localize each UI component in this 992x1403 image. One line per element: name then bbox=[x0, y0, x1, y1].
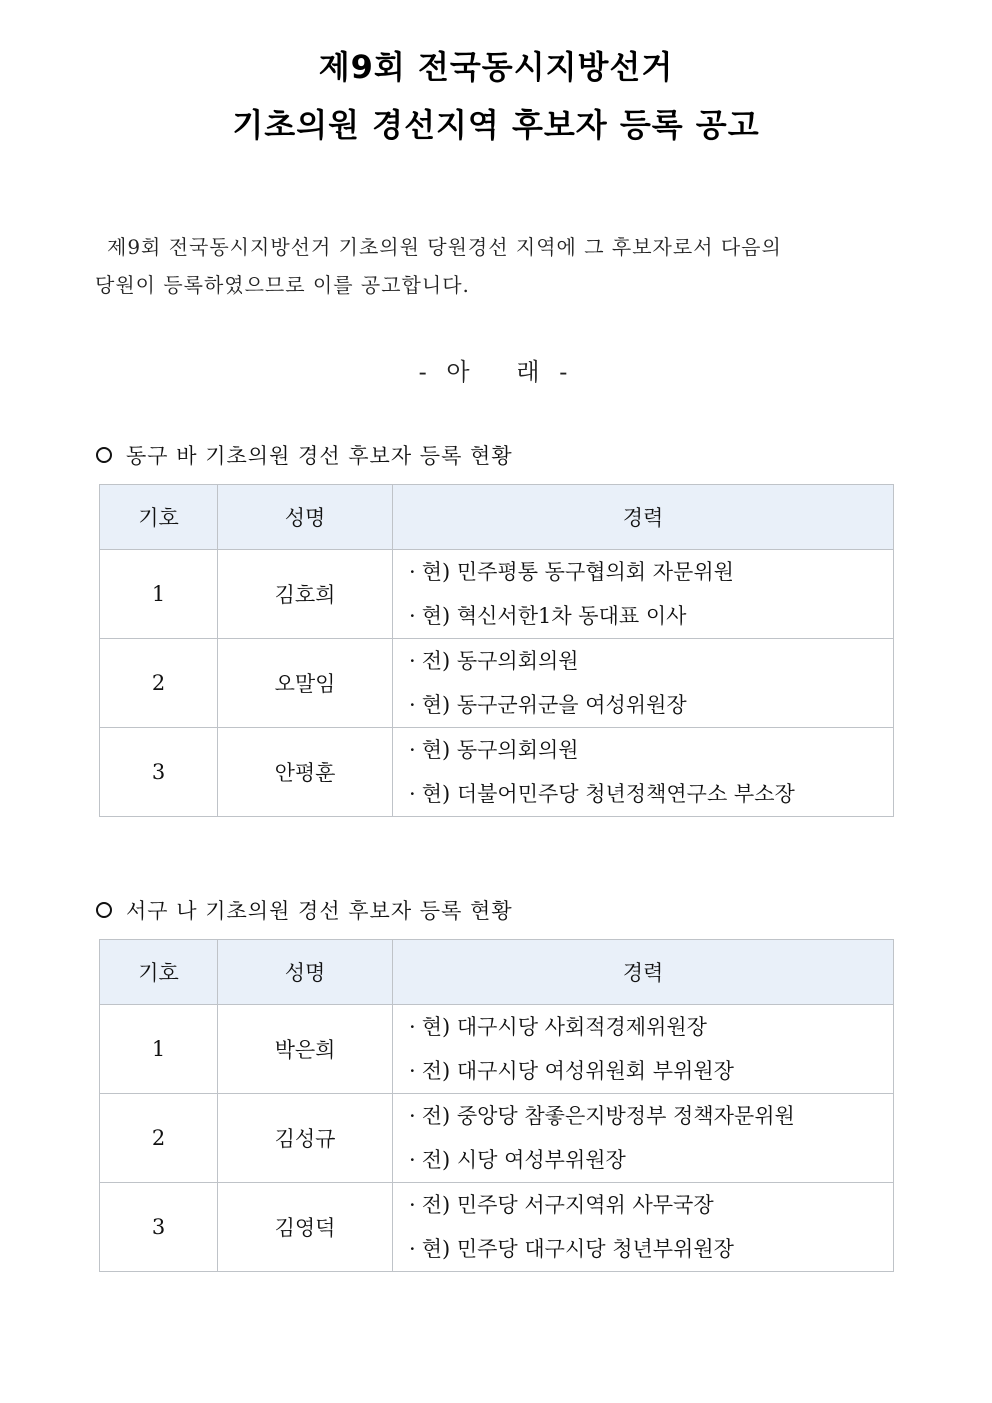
career-item: · 현) 민주당 대구시당 청년부위원장 bbox=[409, 1237, 734, 1261]
candidate-name: 김영덕 bbox=[218, 1183, 393, 1272]
intro-line1: 제9회 전국동시지방선거 기초의원 당원경선 지역에 그 후보자로서 다음의 bbox=[107, 235, 782, 259]
table-header-row bbox=[100, 485, 894, 550]
candidate-table-seogu bbox=[99, 939, 894, 1272]
candidate-name: 김성규 bbox=[218, 1094, 393, 1183]
table-row bbox=[100, 639, 894, 728]
section-heading-text: 동구 바 기초의원 경선 후보자 등록 현황 bbox=[126, 444, 513, 468]
header-career: 경력 bbox=[393, 485, 894, 550]
header-career: 경력 bbox=[393, 940, 894, 1005]
header-no: 기호 bbox=[100, 940, 218, 1005]
below-mark: - 아 래 - bbox=[418, 358, 574, 386]
career-item: · 현) 혁신서한1차 동대표 이사 bbox=[409, 604, 687, 628]
candidate-career bbox=[393, 728, 894, 817]
candidate-no: 3 bbox=[100, 1183, 218, 1272]
candidate-name: 김호희 bbox=[218, 550, 393, 639]
candidate-career bbox=[393, 550, 894, 639]
table-row bbox=[100, 1094, 894, 1183]
table-row bbox=[100, 1005, 894, 1094]
career-item: · 현) 동구군위군을 여성위원장 bbox=[409, 693, 687, 717]
header-no: 기호 bbox=[100, 485, 218, 550]
candidate-no: 1 bbox=[100, 550, 218, 639]
candidate-no: 2 bbox=[100, 639, 218, 728]
notice-title-line1: 제9회 전국동시지방선거 bbox=[318, 48, 674, 86]
hollow-circle-bullet-icon bbox=[96, 447, 112, 463]
section-heading-seogu bbox=[96, 895, 513, 925]
section-heading-text: 서구 나 기초의원 경선 후보자 등록 현황 bbox=[126, 899, 513, 923]
career-item: · 전) 민주당 서구지역위 사무국장 bbox=[409, 1193, 714, 1217]
career-item: · 전) 대구시당 여성위원회 부위원장 bbox=[409, 1059, 734, 1083]
notice-title-line2: 기초의원 경선지역 후보자 등록 공고 bbox=[232, 106, 760, 144]
table-row bbox=[100, 728, 894, 817]
intro-line2: 당원이 등록하였으므로 이를 공고합니다. bbox=[95, 273, 470, 297]
table-row bbox=[100, 1183, 894, 1272]
candidate-no: 2 bbox=[100, 1094, 218, 1183]
section-heading-donggu bbox=[96, 440, 513, 470]
career-item: · 현) 대구시당 사회적경제위원장 bbox=[409, 1015, 707, 1039]
table-row bbox=[100, 550, 894, 639]
career-item: · 현) 민주평통 동구협의회 자문위원 bbox=[409, 560, 734, 584]
career-item: · 전) 중앙당 참좋은지방정부 정책자문위원 bbox=[409, 1104, 795, 1128]
career-item: · 현) 더불어민주당 청년정책연구소 부소장 bbox=[409, 782, 795, 806]
career-item: · 현) 동구의회의원 bbox=[409, 738, 579, 762]
table-header-row bbox=[100, 940, 894, 1005]
candidate-career bbox=[393, 639, 894, 728]
candidate-career bbox=[393, 1005, 894, 1094]
candidate-no: 1 bbox=[100, 1005, 218, 1094]
candidate-career bbox=[393, 1183, 894, 1272]
header-name: 성명 bbox=[218, 485, 393, 550]
hollow-circle-bullet-icon bbox=[96, 902, 112, 918]
candidate-name: 안평훈 bbox=[218, 728, 393, 817]
candidate-table-donggu bbox=[99, 484, 894, 817]
career-item: · 전) 시당 여성부위원장 bbox=[409, 1148, 626, 1172]
candidate-career bbox=[393, 1094, 894, 1183]
candidate-name: 박은희 bbox=[218, 1005, 393, 1094]
header-name: 성명 bbox=[218, 940, 393, 1005]
intro-paragraph bbox=[95, 228, 897, 304]
candidate-name: 오말임 bbox=[218, 639, 393, 728]
candidate-no: 3 bbox=[100, 728, 218, 817]
career-item: · 전) 동구의회의원 bbox=[409, 649, 579, 673]
